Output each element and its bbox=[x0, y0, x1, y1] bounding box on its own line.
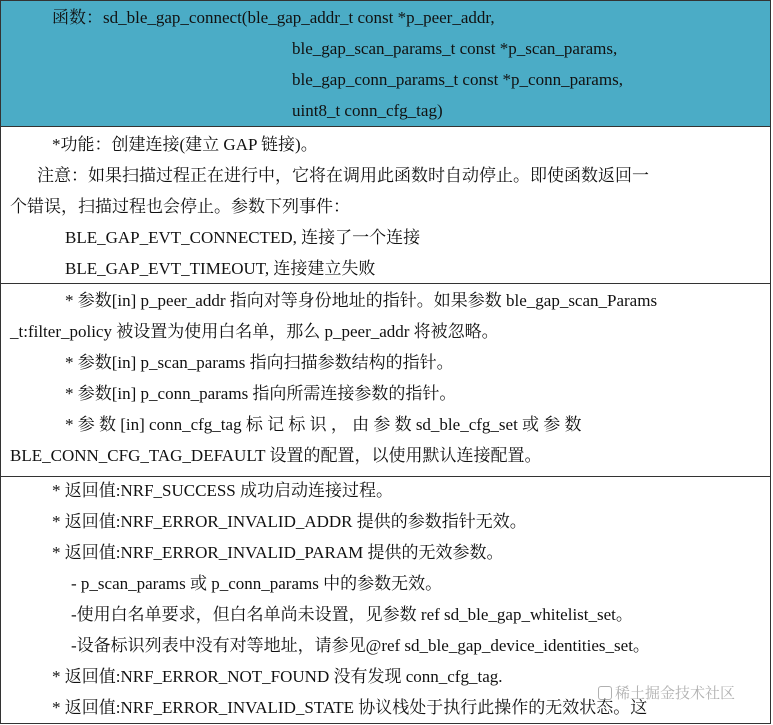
signature-line-2: ble_gap_scan_params_t const *p_scan_params, bbox=[292, 39, 618, 58]
function-line-2: 注意：如果扫描过程正在进行中，它将在调用此函数时自动停止。即使函数返回一 bbox=[37, 166, 649, 185]
params-line-1: * 参数[in] p_peer_addr 指向对等身份地址的指针。如果参数 ble_gap_scan_Params bbox=[65, 291, 658, 310]
function-line-1: *功能：创建连接(建立 GAP 链接)。 bbox=[52, 135, 318, 154]
function-line-3: 个错误，扫描过程也会停止。参数下列事件： bbox=[10, 197, 350, 216]
parameters-section bbox=[1, 284, 770, 477]
juejin-logo-icon bbox=[598, 686, 612, 700]
returns-line-2: * 返回值:NRF_ERROR_INVALID_ADDR 提供的参数指针无效。 bbox=[52, 512, 527, 531]
returns-line-5: -使用白名单要求，但白名单尚未设置，见参数 ref sd_ble_gap_whitelist_set。 bbox=[71, 605, 633, 624]
params-line-6: BLE_CONN_CFG_TAG_DEFAULT 设置的配置，以使用默认连接配置。 bbox=[10, 446, 542, 465]
watermark-text: 稀土掘金技术社区 bbox=[615, 684, 736, 702]
function-signature-header bbox=[1, 1, 770, 127]
params-line-2: _t:filter_policy 被设置为使用白名单，那么 p_peer_addr 将被忽略。 bbox=[10, 322, 499, 341]
signature-line-4: uint8_t conn_cfg_tag) bbox=[292, 101, 443, 120]
signature-line-3: ble_gap_conn_params_t const *p_conn_params, bbox=[292, 70, 623, 89]
returns-line-1: * 返回值:NRF_SUCCESS 成功启动连接过程。 bbox=[52, 481, 393, 500]
params-line-3: * 参数[in] p_scan_params 指向扫描参数结构的指针。 bbox=[65, 353, 454, 372]
params-line-4: * 参数[in] p_conn_params 指向所需连接参数的指针。 bbox=[65, 384, 457, 403]
signature-line-1: 函数：sd_ble_gap_connect(ble_gap_addr_t const *p_peer_addr, bbox=[52, 8, 495, 27]
returns-line-7: * 返回值:NRF_ERROR_NOT_FOUND 没有发现 conn_cfg_tag. bbox=[52, 667, 503, 686]
function-line-4: BLE_GAP_EVT_CONNECTED, 连接了一个连接 bbox=[65, 228, 421, 247]
returns-line-4: - p_scan_params 或 p_conn_params 中的参数无效。 bbox=[71, 574, 443, 593]
params-line-5: * 参 数 [in] conn_cfg_tag 标 记 标 识 ， 由 参 数 sd_ble_cfg_set 或 参 数 bbox=[65, 415, 582, 434]
watermark bbox=[598, 682, 735, 704]
returns-line-3: * 返回值:NRF_ERROR_INVALID_PARAM 提供的无效参数。 bbox=[52, 543, 504, 562]
function-line-5: BLE_GAP_EVT_TIMEOUT, 连接建立失败 bbox=[65, 259, 376, 278]
function-description-section bbox=[1, 127, 770, 284]
returns-line-8: * 返回值:NRF_ERROR_INVALID_STATE 协议栈处于执行此操作的无效状态。这 bbox=[52, 698, 648, 717]
returns-line-6: -设备标识列表中没有对等地址，请参见@ref sd_ble_gap_device_identities_set。 bbox=[71, 636, 650, 655]
